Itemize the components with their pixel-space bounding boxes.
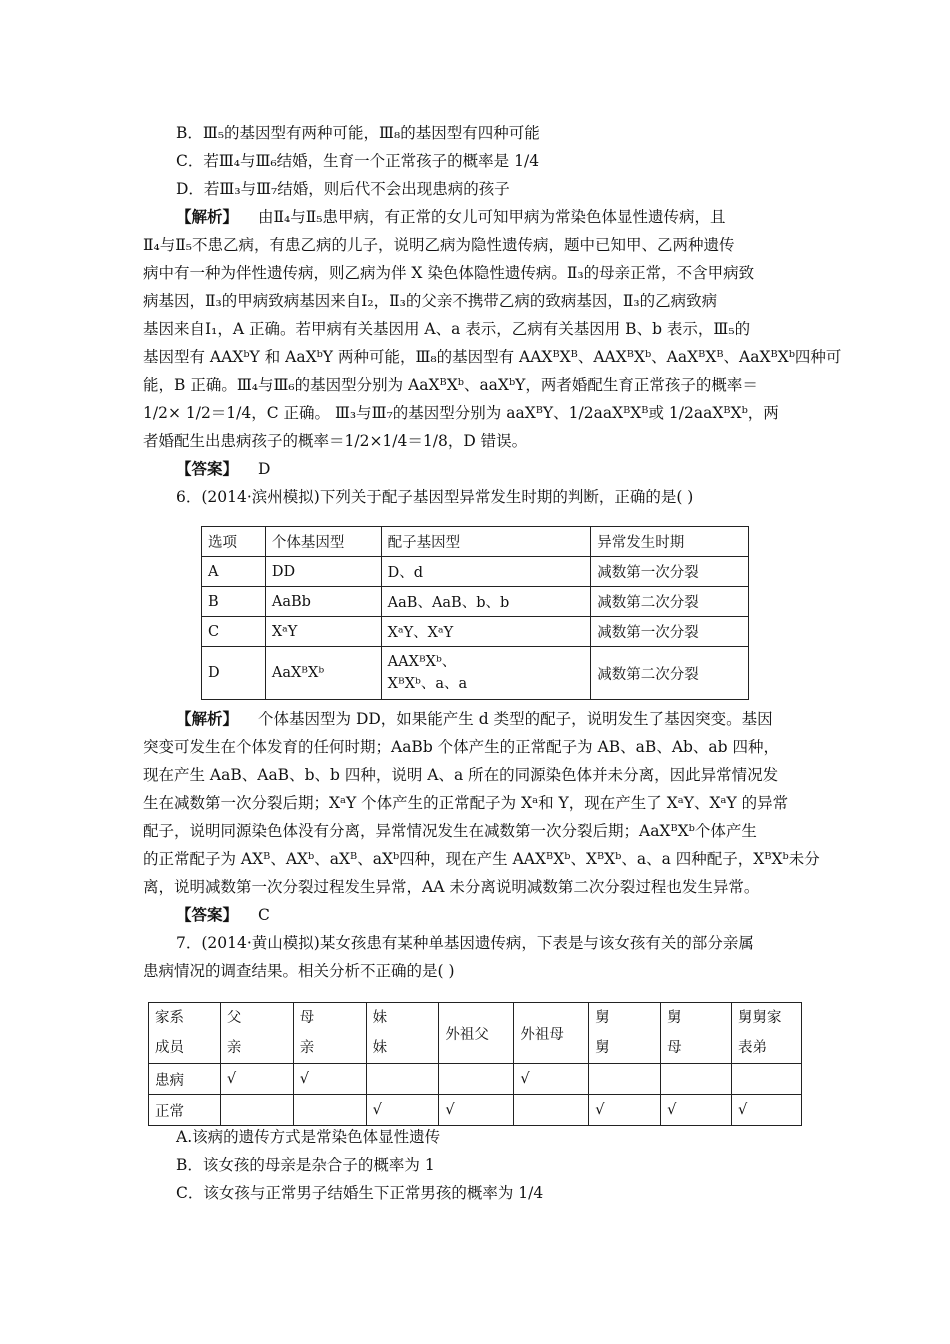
table-header-cell: 个体基因型: [265, 527, 381, 557]
q7-table: [148, 1002, 802, 1126]
q6-analysis-line-6: 的正常配子为 AXᴮ、AXᵇ、aXᴮ、aXᵇ四种，现在产生 AAXᴮXᵇ、XᴮXᵇ、a、a 四种配子，XᴮXᵇ未分: [143, 850, 820, 868]
member-label: 舅: [667, 1010, 682, 1026]
table-cell: [220, 1095, 293, 1126]
q7-option-a: A.该病的遗传方式是常染色体显性遗传: [176, 1128, 441, 1146]
table-header-cell: 外祖父: [439, 1003, 514, 1064]
table-row: [202, 557, 749, 587]
member-label: 表弟: [737, 1040, 767, 1056]
q5-analysis-line-1: [176, 207, 726, 227]
table-cell: AaXᴮXᵇ: [265, 647, 381, 700]
table-cell: √: [514, 1064, 589, 1095]
table-header-cell: [589, 1003, 661, 1064]
table-cell: 减数第二次分裂: [591, 647, 749, 700]
table-header-cell: 选项: [202, 527, 266, 557]
q5-option-d: D．若Ⅲ₃与Ⅲ₇结婚，则后代不会出现患病的孩子: [176, 180, 510, 198]
q6-analysis-line-1: [176, 709, 773, 729]
q6-analysis-line-5: 配子，说明同源染色体没有分离，异常情况发生在减数第一次分裂后期；AaXᴮXᵇ个体产生: [143, 822, 757, 840]
q6-answer-value: C: [258, 906, 270, 924]
table-row-label: 患病: [149, 1064, 221, 1095]
table-header-cell: 异常发生时期: [591, 527, 749, 557]
q5-option-c: C．若Ⅲ₄与Ⅲ₆结婚，生育一个正常孩子的概率是 1/4: [176, 152, 540, 170]
q5-analysis-line-7: 能，B 正确。Ⅲ₄与Ⅲ₆的基因型分别为 AaXᴮXᵇ、aaXᵇY，两者婚配生育正常孩子的概率＝: [143, 376, 758, 394]
table-cell: AaBb: [265, 587, 381, 617]
member-label: 舅舅家: [737, 1010, 782, 1026]
q5-option-b: B．Ⅲ₅的基因型有两种可能，Ⅲ₈的基因型有四种可能: [176, 124, 540, 142]
q6-analysis-line-2: 突变可发生在个体发育的任何时期；AaBb 个体产生的正常配子为 AB、aB、Ab、ab 四种，: [143, 738, 780, 756]
table-cell: √: [661, 1095, 732, 1126]
table-cell: 减数第二次分裂: [591, 587, 749, 617]
q5-analysis-text-1: 由Ⅱ₄与Ⅱ₅患甲病，有正常的女儿可知甲病为常染色体显性遗传病，且: [258, 208, 726, 226]
table-cell: [439, 1064, 514, 1095]
q6-analysis-line-4: 生在减数第一次分裂后期；XᵃY 个体产生的正常配子为 Xᵃ和 Y，现在产生了 XᵃY、XᵃY 的异常: [143, 794, 789, 812]
table-header-row: [149, 1003, 802, 1064]
table-cell: D: [202, 647, 266, 700]
table-cell: XᵃY、XᵃY: [381, 617, 591, 647]
table-cell: C: [202, 617, 266, 647]
table-cell: D、d: [381, 557, 591, 587]
member-label: 妹: [372, 1010, 388, 1026]
table-header-cell: [220, 1003, 293, 1064]
q7-stem-line-2: 患病情况的调查结果。相关分析不正确的是( ): [143, 962, 455, 980]
q5-analysis-line-6: 基因型有 AAXᵇY 和 AaXᵇY 两种可能，Ⅲ₈的基因型有 AAXᴮXᴮ、AAXᴮXᵇ、AaXᴮXᴮ、AaXᴮXᵇ四种可: [143, 348, 842, 366]
table-cell: √: [220, 1064, 293, 1095]
table-row-label: 正常: [149, 1095, 221, 1126]
table-cell: [381, 647, 591, 700]
q5-analysis-line-5: 基因来自Ⅰ₁，A 正确。若甲病有关基因用 A、a 表示，乙病有关基因用 B、b 表示，Ⅲ₅的: [143, 320, 751, 338]
table-cell: √: [589, 1095, 661, 1126]
table-cell: [514, 1095, 589, 1126]
table-row: [202, 647, 749, 700]
gamete-line-1: AAXᴮXᵇ、: [387, 654, 457, 670]
table-cell: [366, 1064, 439, 1095]
table-header-cell: [149, 1003, 221, 1064]
table-cell: A: [202, 557, 266, 587]
table-row: [149, 1064, 802, 1095]
member-label: 妹: [372, 1040, 388, 1056]
member-label: 亲: [226, 1040, 242, 1056]
table-cell: √: [439, 1095, 514, 1126]
member-label: 舅: [595, 1010, 610, 1026]
q7-option-c: C．该女孩与正常男子结婚生下正常男孩的概率为 1/4: [176, 1184, 544, 1202]
q6-analysis-line-3: 现在产生 AaB、AaB、b、b 四种，说明 A、a 所在的同源染色体并未分离，因此异常情况发: [143, 766, 779, 784]
table-cell: √: [293, 1064, 366, 1095]
member-label: 母: [667, 1040, 682, 1056]
q5-analysis-line-9: 者婚配生出患病孩子的概率＝1/2×1/4＝1/8，D 错误。: [143, 432, 528, 450]
q6-stem: 6．(2014·滨州模拟)下列关于配子基因型异常发生时期的判断，正确的是( ): [176, 488, 694, 506]
q5-answer: [176, 459, 270, 479]
table-cell: [293, 1095, 366, 1126]
q6-analysis-tag: 【解析】: [176, 710, 239, 728]
table-cell: XᵃY: [265, 617, 381, 647]
member-label: 亲: [299, 1040, 315, 1056]
q6-answer-tag: 【答案】: [176, 906, 239, 924]
q5-analysis-tag: 【解析】: [176, 208, 239, 226]
header-label-line: 成员: [155, 1040, 184, 1056]
gamete-line-2: XᴮXᵇ、a、a: [387, 676, 468, 692]
table-cell: B: [202, 587, 266, 617]
table-cell: AaB、AaB、b、b: [381, 587, 591, 617]
q7-stem-line-1: 7．(2014·黄山模拟)某女孩患有某种单基因遗传病，下表是与该女孩有关的部分亲属: [176, 934, 754, 952]
table-header-cell: [661, 1003, 732, 1064]
table-header-row: [202, 527, 749, 557]
table-row: [149, 1095, 802, 1126]
table-row: [202, 587, 749, 617]
q5-analysis-line-2: Ⅱ₄与Ⅱ₅不患乙病，有患乙病的儿子，说明乙病为隐性遗传病，题中已知甲、乙两种遗传: [143, 236, 735, 254]
table-cell: [661, 1064, 732, 1095]
table-cell: √: [731, 1095, 801, 1126]
q6-table: [201, 526, 749, 700]
table-header-cell: [366, 1003, 439, 1064]
header-label-line: 家系: [155, 1010, 184, 1026]
table-cell: [731, 1064, 801, 1095]
q5-answer-tag: 【答案】: [176, 460, 239, 478]
table-cell: 减数第一次分裂: [591, 617, 749, 647]
q5-analysis-line-3: 病中有一种为伴性遗传病，则乙病为伴 X 染色体隐性遗传病。Ⅱ₃的母亲正常，不含甲病致: [143, 264, 755, 282]
table-row: [202, 617, 749, 647]
member-label: 母: [299, 1010, 315, 1026]
q7-option-b: B．该女孩的母亲是杂合子的概率为 1: [176, 1156, 435, 1174]
table-cell: DD: [265, 557, 381, 587]
member-label: 父: [226, 1010, 242, 1026]
member-label: 舅: [595, 1040, 610, 1056]
table-header-cell: 外祖母: [514, 1003, 589, 1064]
q6-analysis-line-7: 离，说明减数第一次分裂过程发生异常，AA 未分离说明减数第二次分裂过程也发生异常。: [143, 878, 760, 896]
table-header-cell: [293, 1003, 366, 1064]
table-cell: [589, 1064, 661, 1095]
table-cell: 减数第一次分裂: [591, 557, 749, 587]
q5-analysis-line-8: 1/2× 1/2＝1/4，C 正确。 Ⅲ₃与Ⅲ₇的基因型分别为 aaXᴮY、1/2aaXᴮXᴮ或 1/2aaXᴮXᵇ，两: [143, 404, 779, 422]
table-cell: √: [366, 1095, 439, 1126]
table-header-cell: [731, 1003, 801, 1064]
q5-answer-value: D: [258, 460, 271, 478]
q5-analysis-line-4: 病基因，Ⅱ₃的甲病致病基因来自Ⅰ₂，Ⅱ₃的父亲不携带乙病的致病基因，Ⅱ₃的乙病致病: [143, 292, 718, 310]
table-header-cell: 配子基因型: [381, 527, 591, 557]
q6-analysis-text-1: 个体基因型为 DD，如果能产生 d 类型的配子，说明发生了基因突变。基因: [258, 710, 773, 728]
q6-answer: [176, 905, 270, 925]
